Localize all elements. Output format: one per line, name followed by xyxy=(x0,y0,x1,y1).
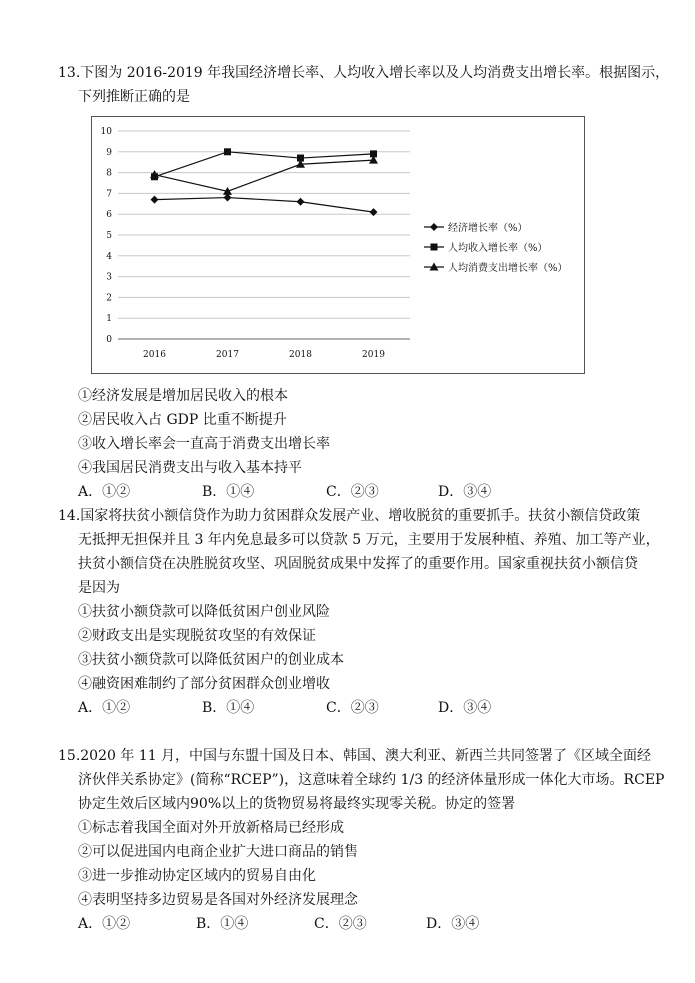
y-tick-label: 1 xyxy=(106,314,112,325)
question-14-stem-line4: 是因为 xyxy=(78,580,120,596)
option-item: ①扶贫小额贷款可以降低贫困户创业风险 xyxy=(78,604,330,620)
legend-label: 经济增长率（%） xyxy=(448,223,528,234)
option-item: ④融资困难制约了部分贫困群众创业增收 xyxy=(78,676,330,692)
legend xyxy=(424,221,568,274)
series-line xyxy=(155,160,374,191)
y-tick-label: 4 xyxy=(106,251,112,262)
legend-label: 人均消费支出增长率（%） xyxy=(448,263,568,274)
square-marker xyxy=(224,148,231,155)
question-13-stem-line2: 下列推断正确的是 xyxy=(78,89,190,105)
y-tick-label: 3 xyxy=(106,272,112,283)
x-tick-label: 2016 xyxy=(143,350,166,360)
answer-choices xyxy=(58,912,658,936)
diamond-marker xyxy=(430,223,438,231)
choice-c[interactable]: C．②③ xyxy=(314,916,367,932)
question-13-options xyxy=(58,384,658,504)
question-15-stem-line3: 协定生效后区域内90%以上的货物贸易将最终实现零关税。协定的签署 xyxy=(78,796,516,812)
option-item: ④表明坚持多边贸易是各国对外经济发展理念 xyxy=(78,892,358,908)
y-tick-label: 9 xyxy=(106,147,112,158)
square-marker xyxy=(431,244,438,251)
choice-c[interactable]: C．②③ xyxy=(326,700,379,716)
option-item: ③收入增长率会一直高于消费支出增长率 xyxy=(78,436,330,452)
question-14-stem-line2: 无抵押无担保并且 3 年内免息最多可以贷款 5 万元，主要用于发展种植、养殖、加工等产业， xyxy=(78,532,660,548)
legend-label: 人均收入增长率（%） xyxy=(448,243,548,254)
choice-a[interactable]: A．①② xyxy=(78,700,131,716)
answer-choices xyxy=(58,480,658,504)
y-tick-label: 7 xyxy=(106,189,112,200)
option-item: ③扶贫小额贷款可以降低贫困户的创业成本 xyxy=(78,652,344,668)
diamond-marker xyxy=(297,198,305,206)
choice-a[interactable]: A．①② xyxy=(78,484,131,500)
x-axis-ticks xyxy=(143,350,385,360)
question-15-stem-line1: 15.2020 年 11 月，中国与东盟十国及日本、韩国、澳大利亚、新西兰共同签署了《区域全面经 xyxy=(58,748,652,764)
y-tick-label: 2 xyxy=(106,293,112,304)
choice-a[interactable]: A．①② xyxy=(78,916,131,932)
question-14-stem-line3: 扶贫小额信贷在决胜脱贫攻坚、巩固脱贫成果中发挥了的重要作用。国家重视扶贫小额信贷 xyxy=(78,556,638,572)
y-tick-label: 6 xyxy=(106,210,112,221)
x-tick-label: 2019 xyxy=(362,350,385,360)
growth-rate-chart xyxy=(91,116,585,374)
option-item: ②可以促进国内电商企业扩大进口商品的销售 xyxy=(78,844,358,860)
question-14 xyxy=(58,504,658,720)
y-tick-label: 8 xyxy=(106,168,112,179)
series-layer xyxy=(150,148,378,216)
choice-d[interactable]: D．③④ xyxy=(438,700,492,716)
option-item: ④我国居民消费支出与收入基本持平 xyxy=(78,460,302,476)
diamond-marker xyxy=(370,208,378,216)
choice-b[interactable]: B．①④ xyxy=(196,916,249,932)
question-13 xyxy=(58,61,670,109)
y-axis-ticks xyxy=(101,127,113,345)
option-item: ②居民收入占 GDP 比重不断提升 xyxy=(78,412,287,428)
answer-choices xyxy=(58,696,658,720)
y-tick-label: 5 xyxy=(106,231,112,241)
chart-svg xyxy=(92,117,584,373)
diamond-marker xyxy=(151,196,159,204)
choice-d[interactable]: D．③④ xyxy=(438,484,492,500)
question-14-stem-line1: 14.国家将扶贫小额信贷作为助力贫困群众发展产业、增收脱贫的重要抓手。扶贫小额信贷政策 xyxy=(58,508,641,524)
y-tick-label: 10 xyxy=(100,127,112,137)
x-tick-label: 2017 xyxy=(216,350,239,360)
option-item: ①经济发展是增加居民收入的根本 xyxy=(78,388,288,404)
question-13-stem-line1: 13.下图为 2016-2019 年我国经济增长率、人均收入增长率以及人均消费支出增长率。根据图示， xyxy=(58,65,670,81)
option-item: ①标志着我国全面对外开放新格局已经形成 xyxy=(78,820,344,836)
option-item: ②财政支出是实现脱贫攻坚的有效保证 xyxy=(78,628,316,644)
grid-layer xyxy=(118,131,410,339)
x-tick-label: 2018 xyxy=(289,350,312,360)
series-line xyxy=(155,198,374,213)
choice-c[interactable]: C．②③ xyxy=(326,484,379,500)
question-15 xyxy=(58,744,665,936)
y-tick-label: 0 xyxy=(106,335,112,345)
choice-b[interactable]: B．①④ xyxy=(202,484,255,500)
choice-b[interactable]: B．①④ xyxy=(202,700,255,716)
choice-d[interactable]: D．③④ xyxy=(426,916,480,932)
question-15-stem-line2: 济伙伴关系协定》(简称“RCEP”)，这意味着全球约 1/3 的经济体量形成一体化大市场。RCEP xyxy=(78,772,665,788)
option-item: ③进一步推动协定区域内的贸易自由化 xyxy=(78,868,316,884)
